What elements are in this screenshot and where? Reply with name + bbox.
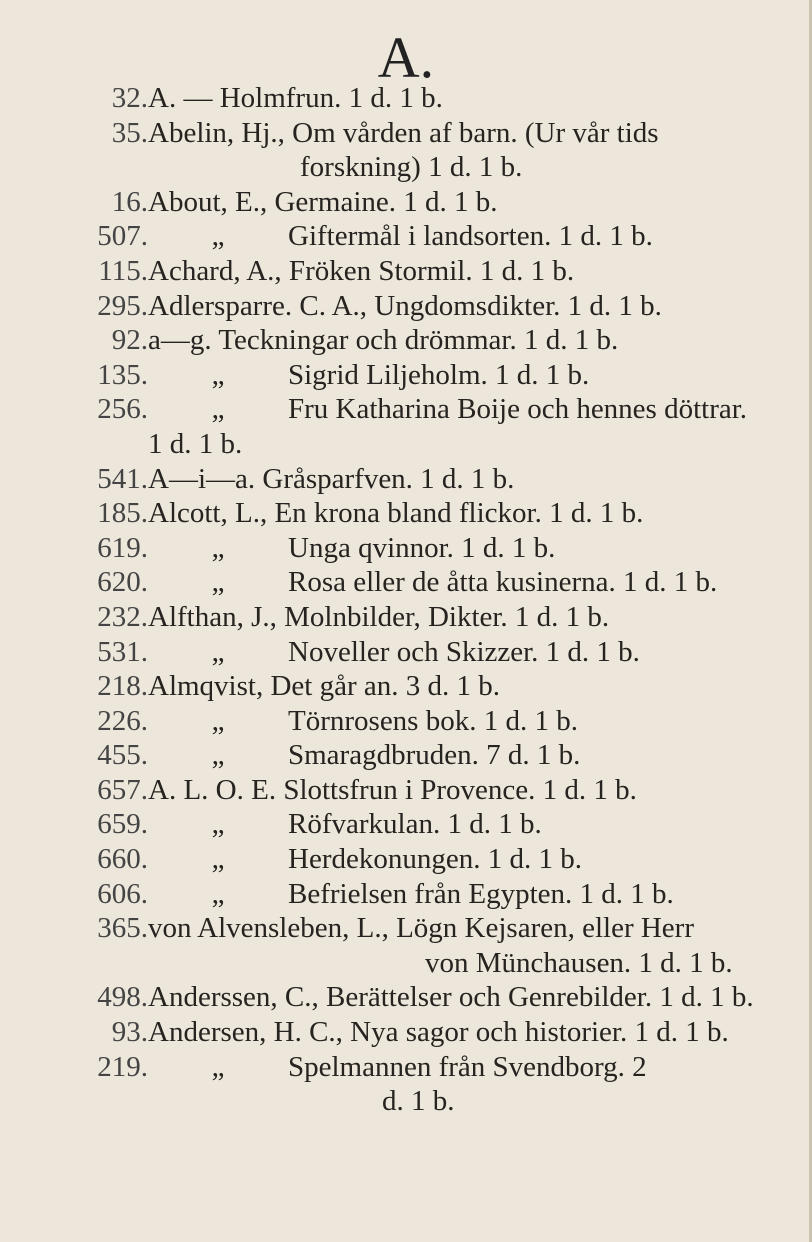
entry-number: 620. [97, 566, 148, 599]
entry-number: 32. [111, 82, 148, 114]
ditto-mark: „ [211, 843, 225, 876]
catalog-entry [0, 704, 812, 739]
entry-number: 619. [97, 531, 148, 564]
entry-title: Andersen, H. C., Nya sagor och historier. 1 d. 1 b. [148, 1016, 729, 1049]
entry-number: 295. [97, 289, 148, 322]
entry-title: Adlersparre. C. A., Ungdomsdikter. 1 d. 1 b. [148, 289, 662, 322]
ditto-mark: „ [211, 220, 225, 253]
entry-number: 498. [97, 981, 148, 1014]
ditto-mark: „ [211, 635, 225, 668]
entry-title: Giftermål i landsorten. 1 d. 1 b. [288, 220, 653, 253]
entry-number: 226. [97, 704, 148, 737]
ditto-mark: „ [211, 531, 225, 564]
entry-number: 35. [111, 116, 148, 149]
entry-number: 232. [97, 600, 148, 633]
entry-continuation: forskning) 1 d. 1 b. [300, 151, 523, 184]
catalog-entry [0, 1015, 812, 1050]
entry-line [148, 219, 653, 254]
catalog-entry [0, 116, 812, 185]
entry-title: Noveller och Skizzer. 1 d. 1 b. [288, 635, 640, 668]
entry-line [148, 842, 582, 877]
entry-number: 185. [97, 497, 148, 530]
entry-number: 660. [97, 843, 148, 876]
catalog-entry [0, 185, 812, 220]
entry-title: Achard, A., Fröken Stormil. 1 d. 1 b. [148, 254, 575, 287]
entry-line [148, 738, 580, 773]
entry-line [148, 635, 640, 670]
entry-number: 92. [111, 324, 148, 357]
entry-title: A. L. O. E. Slottsfrun i Provence. 1 d. 1 b. [148, 773, 637, 806]
catalog-entry [0, 289, 812, 324]
entry-number: 659. [97, 808, 148, 841]
catalog-entry [0, 807, 812, 842]
entry-number: 507. [97, 220, 148, 253]
ditto-mark: „ [211, 877, 225, 910]
catalog-entry [0, 323, 812, 358]
catalog-entry [0, 531, 812, 566]
catalog-entry [0, 773, 812, 808]
ditto-mark: „ [211, 1050, 225, 1083]
ditto-mark: „ [211, 566, 225, 599]
ditto-mark: „ [211, 358, 225, 391]
catalog-entry [0, 877, 812, 912]
entry-title: Fru Katharina Boije och hennes döttrar. [288, 393, 748, 426]
entry-title: Unga qvinnor. 1 d. 1 b. [288, 531, 556, 564]
entry-title: Röfvarkulan. 1 d. 1 b. [288, 808, 542, 841]
entry-continuation: 1 d. 1 b. [148, 427, 243, 460]
catalog-entry [0, 219, 812, 254]
ditto-mark: „ [211, 704, 225, 737]
entry-title: a—g. Teckningar och drömmar. 1 d. 1 b. [148, 324, 619, 357]
entry-number: 657. [97, 773, 148, 806]
entry-title: Alcott, L., En krona bland flickor. 1 d. 1 b. [148, 497, 644, 530]
entry-line [148, 807, 542, 842]
entry-title: A—i—a. Gråsparfven. 1 d. 1 b. [148, 462, 515, 495]
entry-line [148, 1050, 647, 1085]
ditto-mark: „ [211, 393, 225, 426]
catalog-entry [0, 738, 812, 773]
entry-line [148, 531, 555, 566]
entry-list [0, 81, 812, 1119]
catalog-entry [0, 842, 812, 877]
catalog-entry [0, 358, 812, 393]
entry-number: 365. [97, 912, 148, 945]
entry-title: Smaragdbruden. 7 d. 1 b. [288, 739, 581, 772]
entry-number: 218. [97, 670, 148, 703]
entry-number: 115. [98, 254, 148, 287]
entry-line [148, 358, 589, 393]
entry-number: 256. [97, 393, 148, 426]
entry-title: Alfthan, J., Molnbilder, Dikter. 1 d. 1 b. [148, 600, 610, 633]
entry-number: 16. [111, 185, 148, 218]
entry-line [148, 877, 674, 912]
entry-title: Almqvist, Det går an. 3 d. 1 b. [148, 670, 500, 703]
entry-title: Sigrid Liljeholm. 1 d. 1 b. [288, 358, 590, 391]
catalog-entry [0, 911, 812, 980]
entry-line [148, 392, 747, 427]
entry-title: Rosa eller de åtta kusinerna. 1 d. 1 b. [288, 566, 718, 599]
entry-line [148, 704, 578, 739]
catalog-entry [0, 1050, 812, 1119]
catalog-entry [0, 600, 812, 635]
catalog-entry [0, 980, 812, 1015]
entry-title: A. — Holmfrun. 1 d. 1 b. [148, 82, 443, 114]
catalog-entry [0, 635, 812, 670]
entry-number: 135. [97, 358, 148, 391]
entry-line [148, 565, 717, 600]
entry-title: Befrielsen från Egypten. 1 d. 1 b. [288, 877, 674, 910]
ditto-mark: „ [211, 739, 225, 772]
catalog-entry [0, 496, 812, 531]
entry-title: Abelin, Hj., Om vården af barn. (Ur vår tids [148, 116, 659, 149]
catalog-entry [0, 565, 812, 600]
catalog-entry [0, 254, 812, 289]
entry-title: von Alvensleben, L., Lögn Kejsaren, eller Herr [148, 912, 694, 945]
entry-number: 531. [97, 635, 148, 668]
entry-continuation: von Münchausen. 1 d. 1 b. [425, 946, 733, 979]
entry-number: 606. [97, 877, 148, 910]
entry-number: 455. [97, 739, 148, 772]
entry-title: Törnrosens bok. 1 d. 1 b. [288, 704, 578, 737]
entry-number: 93. [111, 1016, 148, 1049]
catalog-entry [0, 669, 812, 704]
entry-title: About, E., Germaine. 1 d. 1 b. [148, 185, 498, 218]
entry-title: Spelmannen från Svendborg. 2 [288, 1050, 647, 1083]
catalog-entry [0, 81, 812, 116]
entry-title: Anderssen, C., Berättelser och Genrebilder. 1 d. 1 b. [148, 981, 754, 1014]
catalog-entry [0, 462, 812, 497]
entry-number: 219. [97, 1050, 148, 1083]
ditto-mark: „ [211, 808, 225, 841]
entry-continuation: d. 1 b. [382, 1085, 455, 1118]
catalog-entry [0, 392, 812, 461]
entry-title: Herdekonungen. 1 d. 1 b. [288, 843, 582, 876]
section-letter: A. [377, 25, 435, 90]
entry-number: 541. [97, 462, 148, 495]
